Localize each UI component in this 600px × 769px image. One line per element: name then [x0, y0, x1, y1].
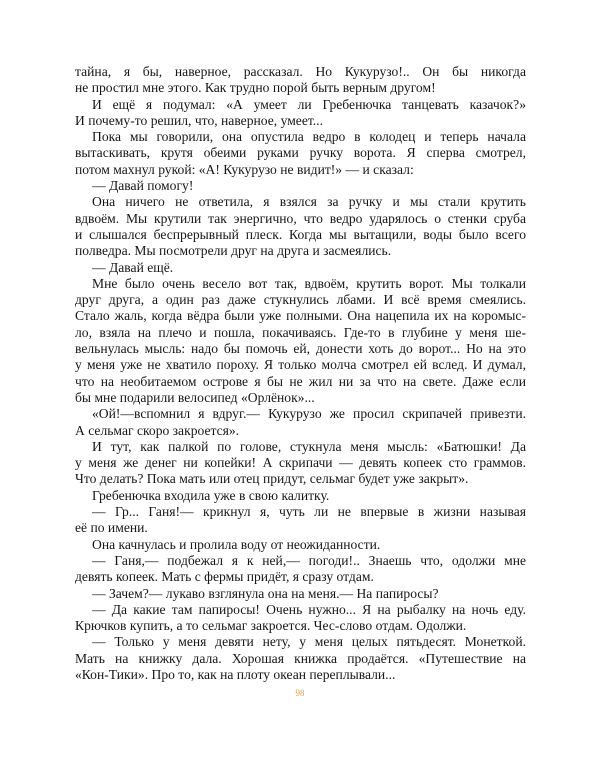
page-number: 98: [295, 688, 305, 698]
paragraph: [75, 406, 526, 439]
text-line: тайна, я бы, наверное, рассказал. Но Кукурузо!.. Он бы никогда: [75, 64, 526, 79]
paragraph: [75, 488, 526, 504]
text-line: Пока мы говорили, она опустила ведро в колодец и теперь начала: [92, 129, 526, 145]
text-line: друг друга, а один раз даже стукнулись лбами. И всё время смеялись.: [75, 292, 526, 308]
text-line: Она качнулась и пролила воду от неожиданности.: [92, 536, 381, 552]
text-line: — Гр... Ганя!— крикнул я, чуть ли не впервые в жизни называя: [92, 504, 526, 520]
paragraph: [75, 602, 526, 635]
text-line: и слышался беспрерывный плеск. Когда мы вытащили, воды было всего: [75, 226, 526, 242]
text-line: у меня уже не хватило пороху. Я только молча смотрел ей вслед. И думал,: [75, 357, 526, 373]
text-line: полведра. Мы посмотрели друг на друга и засмеялись.: [75, 243, 392, 259]
text-line: Что делать? Пока мать или отец придут, сельмаг будет уже закрыт».: [75, 471, 469, 487]
paragraph: [75, 537, 526, 553]
text-line: ло, взяла на плечо и пошла, покачиваясь. Где-то в глубине у меня ше-: [75, 324, 526, 340]
text-line: А сельмаг скоро закроется».: [75, 422, 240, 438]
text-line: вельнулась мысль: надо бы помочь ей, донести хоть до ворот... Но на это: [75, 341, 526, 357]
text-line: Она ничего не ответила, я взялся за ручку и мы стали крутить: [92, 194, 526, 210]
text-line: не простил мне этого. Как трудно порой быть верным другом!: [75, 80, 436, 96]
text-line: Крючков купить, а то сельмаг закроется. Чес-слово отдам. Одолжи.: [75, 618, 467, 634]
text-line: И тут, как палкой по голове, стукнула меня мысль: «Батюшки! Да: [92, 438, 526, 454]
paragraph: [75, 553, 526, 586]
text-line: вытаскивать, крутя обеими руками ручку ворота. Я сперва смотрел,: [75, 145, 526, 161]
text-line: бы мне подарили велосипед «Орлёнок»...: [75, 389, 315, 405]
text-line: Мать на книжку дала. Хорошая книжка продаётся. «Путешествие на: [75, 650, 526, 666]
text-line: — Давай помогу!: [92, 178, 194, 194]
text-line: И почему-то решил, что, наверное, умеет...: [75, 112, 323, 128]
text-line: «Ой!—вспомнил я вдруг.— Кукурузо же просил скрипачей привезти.: [92, 406, 526, 422]
paragraph: [75, 276, 526, 406]
paragraph: [75, 97, 526, 130]
paragraph: [75, 634, 526, 683]
page-body-text: [75, 64, 526, 683]
text-line: Мне было очень весело вот так, вдвоём, крутить ворот. Мы толкали: [92, 275, 526, 291]
text-line: И ещё я подумал: «А умеет ли Гребенючка танцевать казачок?»: [92, 96, 526, 112]
text-line: её по имени.: [75, 520, 148, 536]
text-line: Стало жаль, когда вёдра были уже полными. Она нацепила их на коромыс-: [75, 308, 526, 324]
paragraph: [75, 504, 526, 537]
text-line: — Ганя,— подбежал я к ней,— погоди!.. Знаешь что, одолжи мне: [92, 552, 526, 568]
paragraph: [75, 129, 526, 178]
paragraph: [75, 439, 526, 488]
paragraph: [75, 586, 526, 602]
text-line: «Кон-Тики». Про то, как на плоту океан переплывали...: [75, 666, 396, 682]
text-line: — Да какие там папиросы! Очень нужно... Я на рыбалку на ночь еду.: [92, 601, 526, 617]
text-line: — Только у меня девяти нету, у меня целых пятьдесят. Монеткой.: [92, 634, 526, 650]
text-line: Гребенючка входила уже в свою калитку.: [92, 487, 330, 503]
text-line: — Давай ещё.: [92, 259, 174, 275]
text-line: — Зачем?— лукаво взглянула она на меня.— На папиросы?: [92, 585, 439, 601]
text-line: потом махнул рукой: «А! Кукурузо не видит!» — и сказал:: [75, 161, 414, 177]
paragraph: [75, 194, 526, 259]
paragraph: [75, 178, 526, 194]
text-line: вдвоём. Мы крутили так энергично, что ведро ударялось о стенки сруба: [75, 210, 526, 226]
paragraph: [75, 260, 526, 276]
text-line: что на необитаемом острове я бы не жил ни за что на свете. Даже если: [75, 373, 526, 389]
paragraph: [75, 64, 526, 97]
text-line: девять копеек. Мать с фермы придёт, я сразу отдам.: [75, 569, 374, 585]
text-line: у меня же денег ни копейки! А скрипачи — девять копеек сто граммов.: [75, 455, 526, 471]
